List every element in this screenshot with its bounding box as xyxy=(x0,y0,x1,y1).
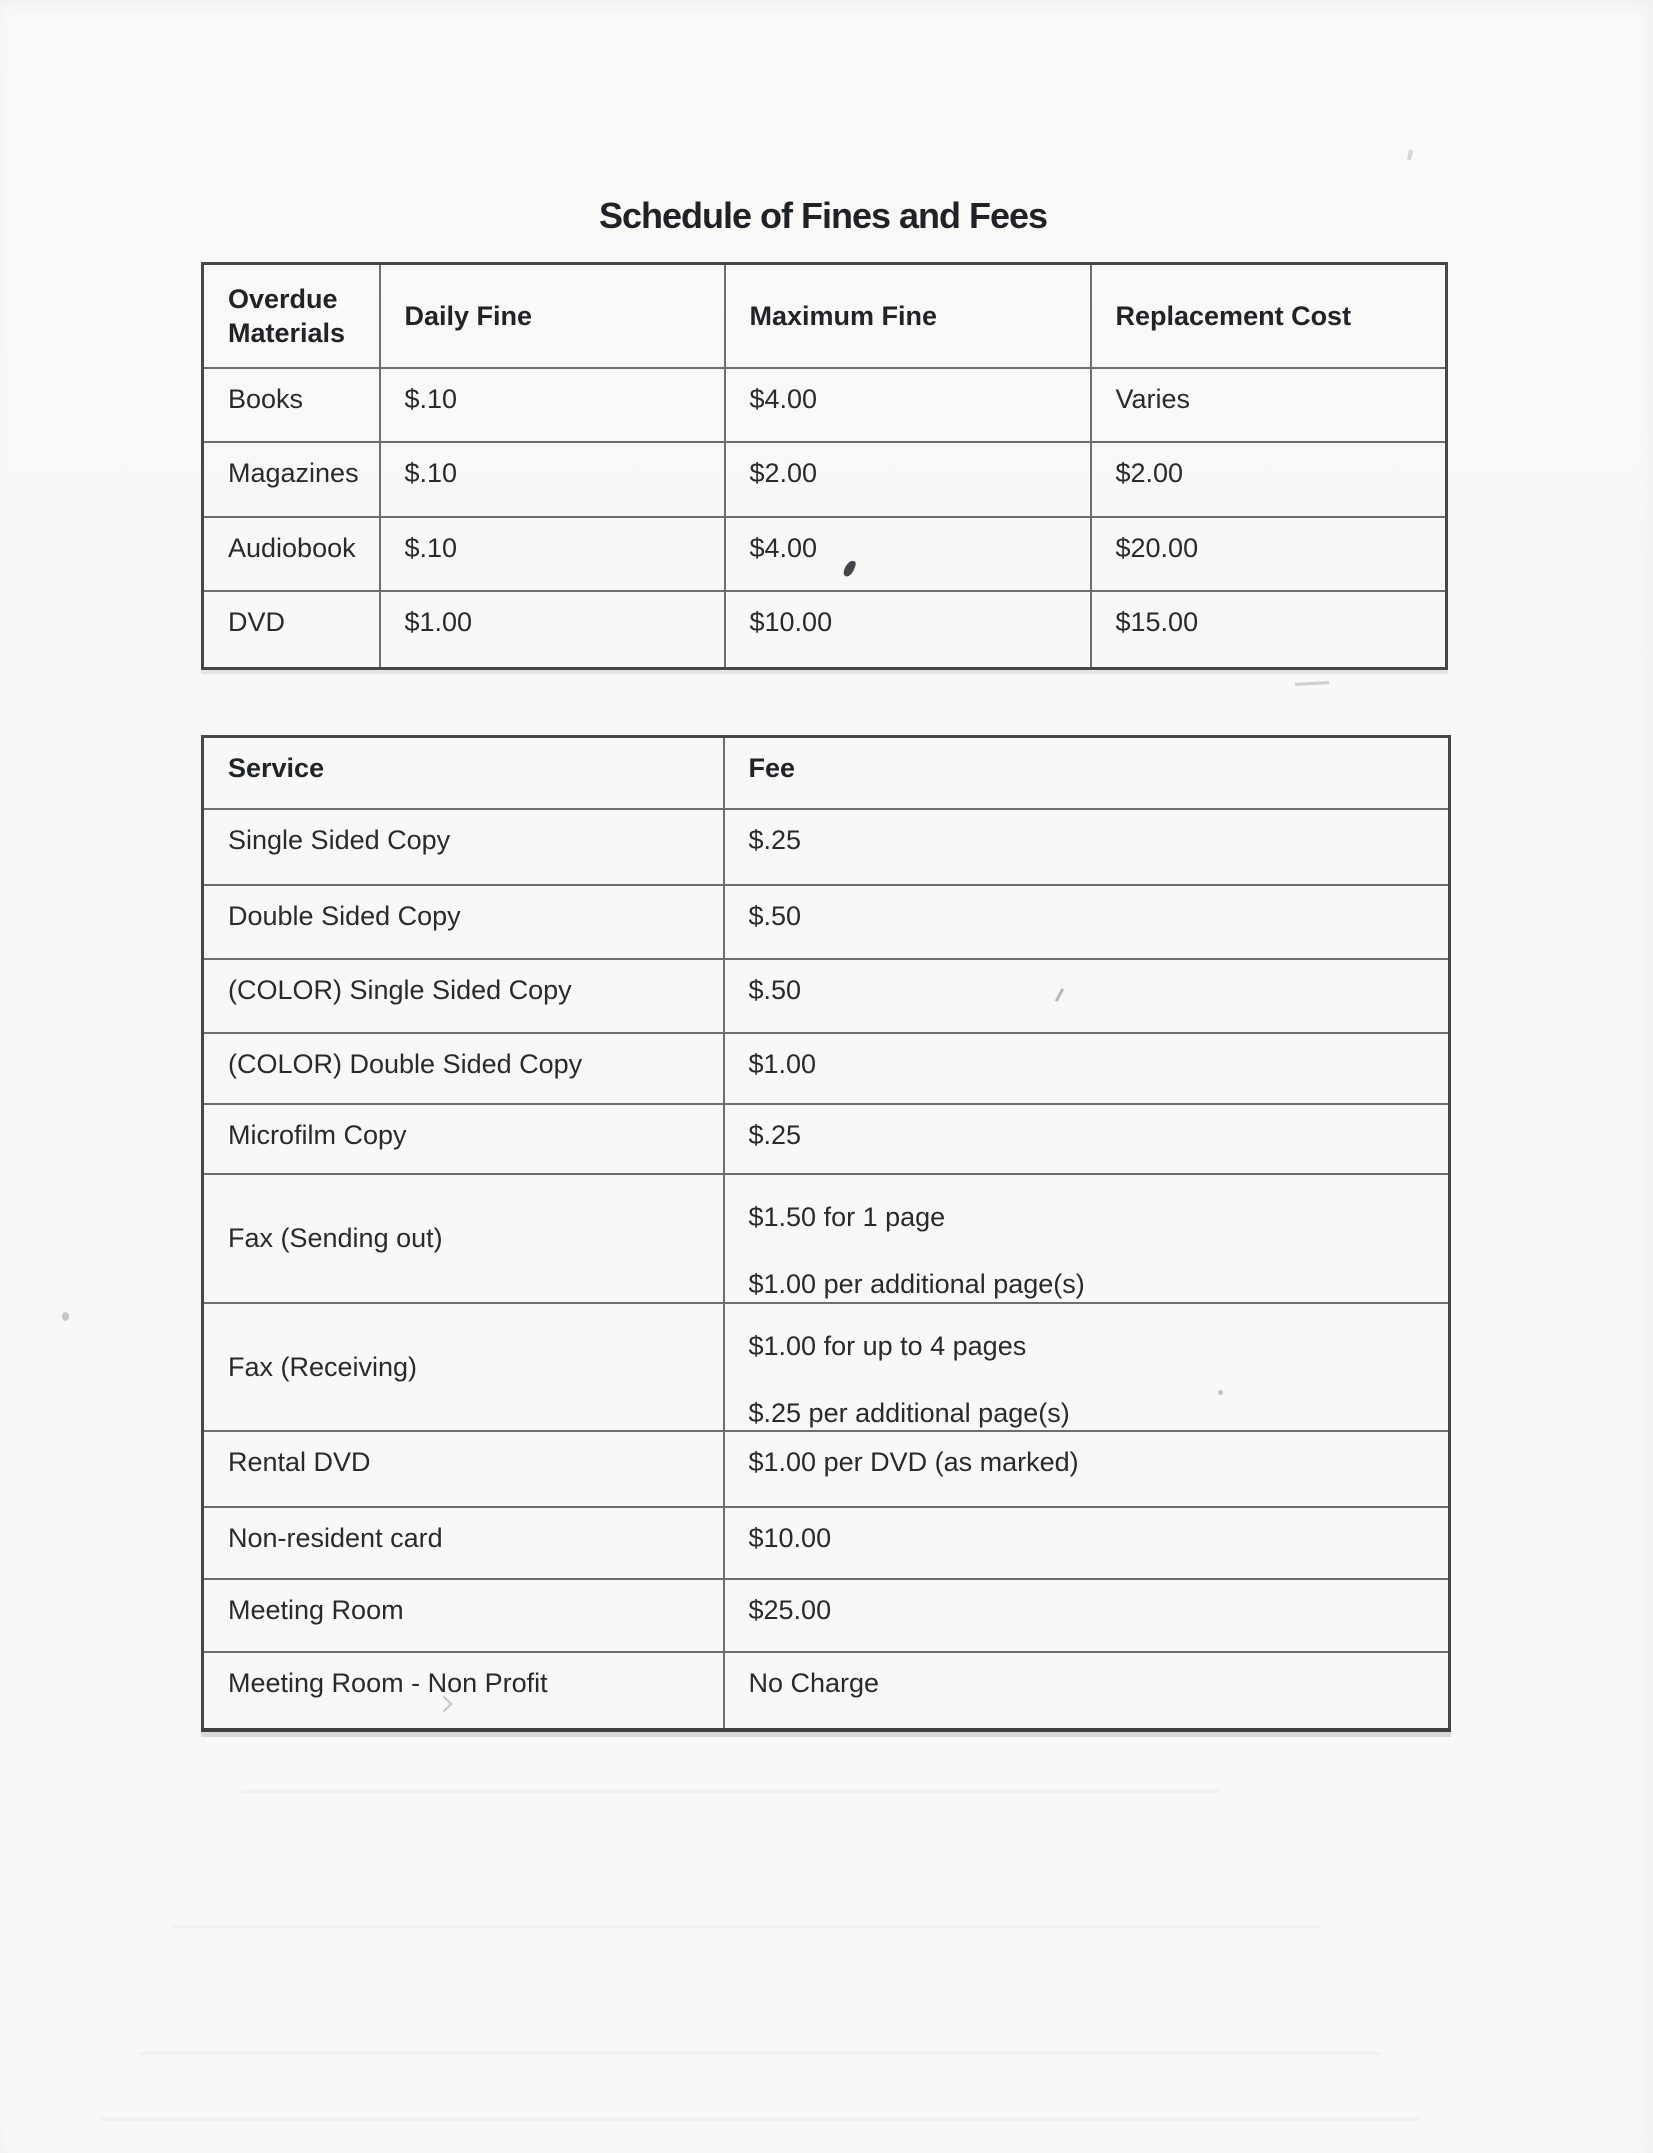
scan-streak xyxy=(170,1925,1320,1928)
document-title: Schedule of Fines and Fees xyxy=(598,195,1048,236)
daily-fine-cell: $.10 xyxy=(380,368,725,442)
fines-row-dvd xyxy=(203,591,1447,669)
fines-header-row xyxy=(203,264,1447,368)
fee-cell xyxy=(724,1303,1450,1431)
service-cell: (COLOR) Double Sided Copy xyxy=(203,1033,724,1104)
replacement-cost-cell: $20.00 xyxy=(1091,517,1447,591)
service-cell: Non-resident card xyxy=(203,1507,724,1579)
fees-row-rental-dvd xyxy=(203,1431,1450,1507)
fee-cell: No Charge xyxy=(724,1652,1450,1730)
fee-line: $1.00 for up to 4 pages xyxy=(748,1330,1027,1361)
fee-cell xyxy=(724,1174,1450,1303)
fees-row-non-resident-card xyxy=(203,1507,1450,1579)
replacement-cost-cell: $15.00 xyxy=(1091,591,1447,669)
col-header-service: Service xyxy=(203,737,724,809)
fees-row-meeting-room-non-profit xyxy=(203,1652,1450,1730)
maximum-fine-cell: $2.00 xyxy=(725,442,1091,517)
col-header-fee: Fee xyxy=(724,737,1450,809)
col-header-daily-fine: Daily Fine xyxy=(380,264,725,368)
fees-row-color-single-sided-copy xyxy=(203,959,1450,1033)
scan-artifact-speck xyxy=(62,1312,69,1321)
material-cell: Books xyxy=(203,368,380,442)
daily-fine-cell: $.10 xyxy=(380,442,725,517)
fee-cell: $10.00 xyxy=(724,1507,1450,1579)
scan-artifact-dot xyxy=(1218,1390,1223,1395)
fines-row-magazines xyxy=(203,442,1447,517)
fees-row-double-sided-copy xyxy=(203,885,1450,959)
fees-row-microfilm-copy xyxy=(203,1104,1450,1174)
fines-row-audiobook xyxy=(203,517,1447,591)
fees-row-fax-receiving xyxy=(203,1303,1450,1431)
service-cell: Meeting Room xyxy=(203,1579,724,1652)
service-cell: Microfilm Copy xyxy=(203,1104,724,1174)
fees-row-single-sided-copy xyxy=(203,809,1450,885)
col-header-maximum-fine: Maximum Fine xyxy=(725,264,1091,368)
fees-row-color-double-sided-copy xyxy=(203,1033,1450,1104)
daily-fine-cell: $.10 xyxy=(380,517,725,591)
service-cell: Double Sided Copy xyxy=(203,885,724,959)
maximum-fine-cell: $4.00 xyxy=(725,517,1091,591)
fees-row-meeting-room xyxy=(203,1579,1450,1652)
fees-table xyxy=(201,735,1451,1732)
maximum-fine-cell: $10.00 xyxy=(725,591,1091,669)
service-cell: (COLOR) Single Sided Copy xyxy=(203,959,724,1033)
fee-cell: $.50 xyxy=(724,959,1450,1033)
fees-header-row xyxy=(203,737,1450,809)
material-cell: DVD xyxy=(203,591,380,669)
maximum-fine-cell: $4.00 xyxy=(725,368,1091,442)
scan-streak xyxy=(140,2052,1380,2055)
fee-line: $1.50 for 1 page xyxy=(748,1201,946,1232)
material-cell: Audiobook xyxy=(203,517,380,591)
fee-cell: $.50 xyxy=(724,885,1450,959)
scan-artifact-apostrophe-mark xyxy=(1407,150,1413,161)
fee-cell: $.25 xyxy=(724,1104,1450,1174)
service-cell: Rental DVD xyxy=(203,1431,724,1507)
col-header-replacement-cost: Replacement Cost xyxy=(1091,264,1447,368)
fee-line: $.25 per additional page(s) xyxy=(748,1397,1070,1428)
service-cell: Meeting Room - Non Profit xyxy=(203,1652,724,1730)
fee-cell: $1.00 xyxy=(724,1033,1450,1104)
service-cell: Fax (Receiving) xyxy=(203,1303,724,1431)
scan-streak xyxy=(100,2118,1420,2121)
service-cell: Single Sided Copy xyxy=(203,809,724,885)
fines-table xyxy=(201,262,1448,670)
fee-cell: $.25 xyxy=(724,809,1450,885)
fines-row-books xyxy=(203,368,1447,442)
col-header-overdue-materials: Overdue Materials xyxy=(203,264,380,368)
material-cell: Magazines xyxy=(203,442,380,517)
replacement-cost-cell: $2.00 xyxy=(1091,442,1447,517)
fee-cell: $25.00 xyxy=(724,1579,1450,1652)
fees-row-fax-sending xyxy=(203,1174,1450,1303)
service-cell: Fax (Sending out) xyxy=(203,1174,724,1303)
fee-line: $1.00 per additional page(s) xyxy=(748,1268,1085,1299)
daily-fine-cell: $1.00 xyxy=(380,591,725,669)
scan-artifact-dash-mark xyxy=(1295,681,1329,686)
fee-cell: $1.00 per DVD (as marked) xyxy=(724,1431,1450,1507)
replacement-cost-cell: Varies xyxy=(1091,368,1447,442)
scan-streak xyxy=(240,1790,1220,1793)
